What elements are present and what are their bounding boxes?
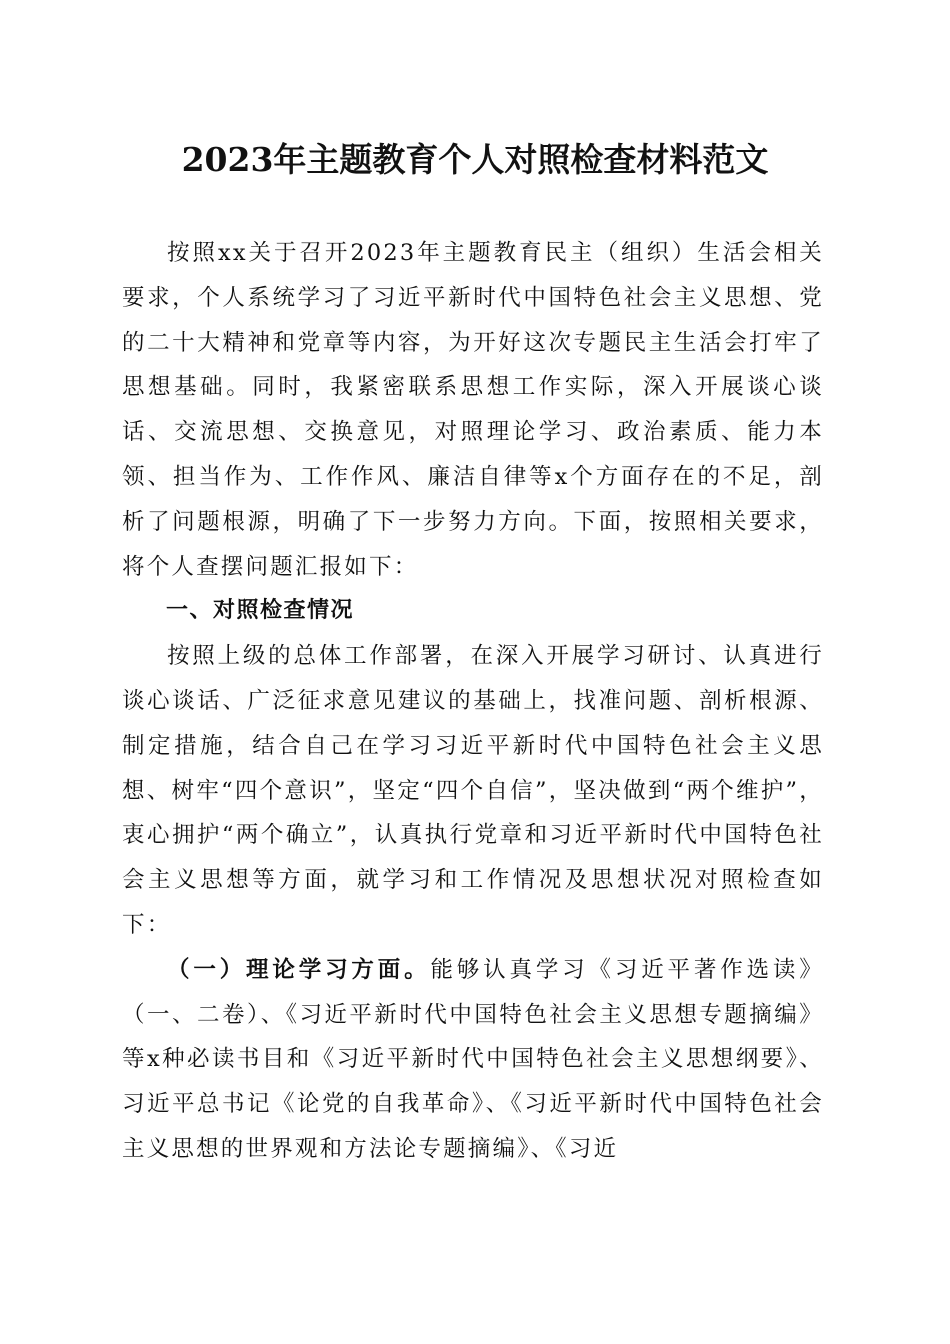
- document-title: 2023年主题教育个人对照检查材料范文: [181, 140, 769, 179]
- subsection-1-text: 能够认真学习《习近平著作选读》（一、二卷）、《习近平新时代中国特色社会主义思想专题摘编》等x种必读书目和《习近平新时代中国特色社会主义思想纲要》、习近平总书记《论党的自我革命》、《习近平新时代中国特色社会主义思想的世界观和方法论专题摘编》、《习近: [122, 956, 824, 1162]
- subsection-1-paragraph: [122, 948, 824, 1172]
- document-body: [122, 231, 824, 1172]
- intro-paragraph: 按照xx关于召开2023年主题教育民主（组织）生活会相关要求，个人系统学习了习近平新时代中国特色社会主义思想、党的二十大精神和党章等内容，为开好这次专题民主生活会打牢了思想基础。同时，我紧密联系思想工作实际，深入开展谈心谈话、交流思想、交换意见，对照理论学习、政治素质、能力本领、担当作为、工作作风、廉洁自律等x个方面存在的不足，剖析了问题根源，明确了下一步努力方向。下面，按照相关要求，将个人查摆问题汇报如下：: [122, 240, 824, 580]
- subsection-heading-1: （一）理论学习方面。: [167, 956, 431, 983]
- section-1-paragraph: 按照上级的总体工作部署，在深入开展学习研讨、认真进行谈心谈话、广泛征求意见建议的基础上，找准问题、剖析根源、制定措施，结合自己在学习习近平新时代中国特色社会主义思想、树牢“四个意识”，坚定“四个自信”，坚决做到“两个维护”，衷心拥护“两个确立”，认真执行党章和习近平新时代中国特色社会主义思想等方面，就学习和工作情况及思想状况对照检查如下：: [122, 643, 824, 938]
- section-heading-1: 一、对照检查情况: [166, 598, 355, 624]
